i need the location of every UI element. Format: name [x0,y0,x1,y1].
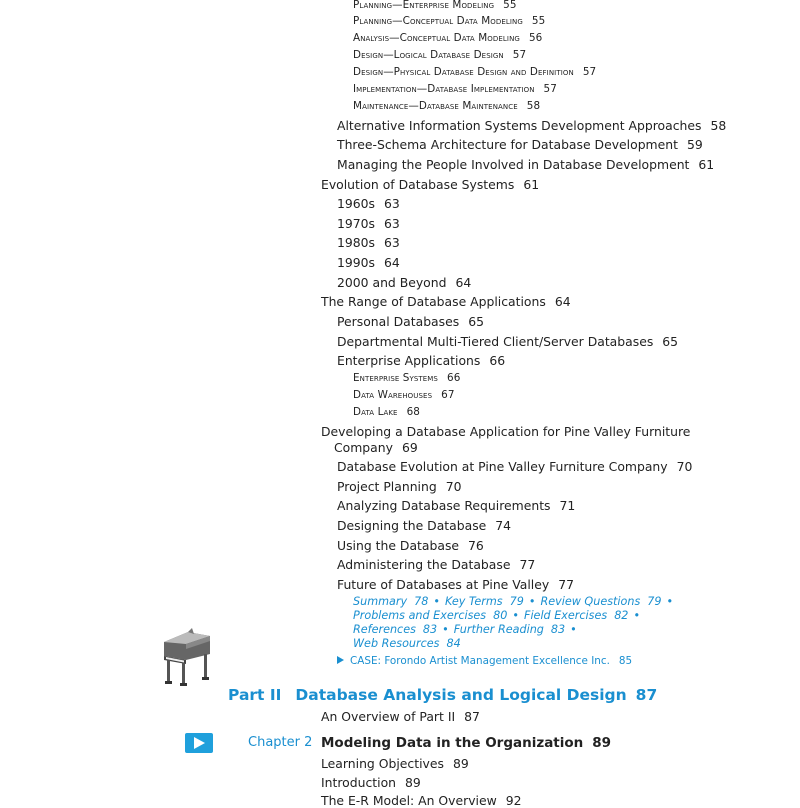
toc-entry: Maintenance—Database Maintenance 58 [353,100,541,112]
toc-entry: Data Lake 68 [353,406,420,418]
toc-entry: Database Evolution at Pine Valley Furniture Company 70 [337,459,693,474]
toc-entry: 1980s 63 [337,235,400,250]
chapter-label: Chapter 2 [248,735,313,750]
toc-entry: Learning Objectives 89 [321,756,469,771]
toc-entry: Personal Databases 65 [337,314,484,329]
toc-entry: Designing the Database 74 [337,518,512,533]
toc-entry: 2000 and Beyond 64 [337,275,472,290]
toc-entry: Analyzing Database Requirements 71 [337,498,576,513]
web-resources-link[interactable]: Web Resources [353,637,440,650]
grand-piano-icon [158,628,214,688]
summary-line: Problems and Exercises 80 • Field Exercises 82 • [353,609,641,622]
toc-entry: Design—Physical Database Design and Definition 57 [353,66,597,78]
toc-entry: Future of Databases at Pine Valley 77 [337,577,574,592]
toc-entry: 1990s 64 [337,255,400,270]
field-exercises-link[interactable]: Field Exercises [524,609,608,622]
references-link[interactable]: References [353,623,416,636]
toc-entry: Using the Database 76 [337,538,484,553]
toc-entry: Enterprise Systems 66 [353,372,461,384]
toc-entry: Three-Schema Architecture for Database Development 59 [337,137,703,152]
toc-entry: Planning—Enterprise Modeling 55 [353,0,517,11]
toc-entry: Data Warehouses 67 [353,389,455,401]
toc-entry: Evolution of Database Systems 61 [321,177,540,192]
toc-entry: Implementation—Database Implementation 57 [353,83,557,95]
play-icon[interactable] [185,733,213,753]
toc-entry: Planning—Conceptual Data Modeling 55 [353,15,546,27]
toc-entry: Developing a Database Application for Pine Valley Furniture [321,424,691,439]
toc-entry: 1960s 63 [337,196,400,211]
toc-entry: The Range of Database Applications 64 [321,294,571,309]
toc-entry: Alternative Information Systems Development Approaches 58 [337,118,727,133]
summary-line: Summary 78 • Key Terms 79 • Review Questions 79 • [353,595,674,608]
summary-link[interactable]: Summary [353,595,408,608]
toc-entry: Design—Logical Database Design 57 [353,49,527,61]
toc-entry: Analysis—Conceptual Data Modeling 56 [353,32,543,44]
chapter-title[interactable]: Modeling Data in the Organization 89 [321,735,612,751]
toc-entry: Managing the People Involved in Database Development 61 [337,157,715,172]
toc-entry: An Overview of Part II 87 [321,709,480,724]
triangle-right-icon [337,656,344,664]
toc-entry: Company 69 [334,440,418,455]
toc-entry: Project Planning 70 [337,479,462,494]
problems-exercises-link[interactable]: Problems and Exercises [353,609,487,622]
further-reading-link[interactable]: Further Reading [453,623,544,636]
toc-entry: The E-R Model: An Overview 92 [321,793,522,808]
review-questions-link[interactable]: Review Questions [540,595,641,608]
toc-entry: Departmental Multi-Tiered Client/Server Databases 65 [337,334,679,349]
toc-entry: 1970s 63 [337,216,400,231]
toc-entry: Enterprise Applications 66 [337,353,506,368]
part-heading[interactable]: Part II Database Analysis and Logical Design 87 [228,686,658,704]
key-terms-link[interactable]: Key Terms [444,595,503,608]
summary-line: References 83 • Further Reading 83 • [353,623,577,636]
summary-line: Web Resources 84 [353,637,461,650]
toc-entry: Administering the Database 77 [337,557,536,572]
toc-entry: Introduction 89 [321,775,421,790]
case-entry[interactable]: CASE: Forondo Artist Management Excellence Inc. 85 [337,655,632,667]
